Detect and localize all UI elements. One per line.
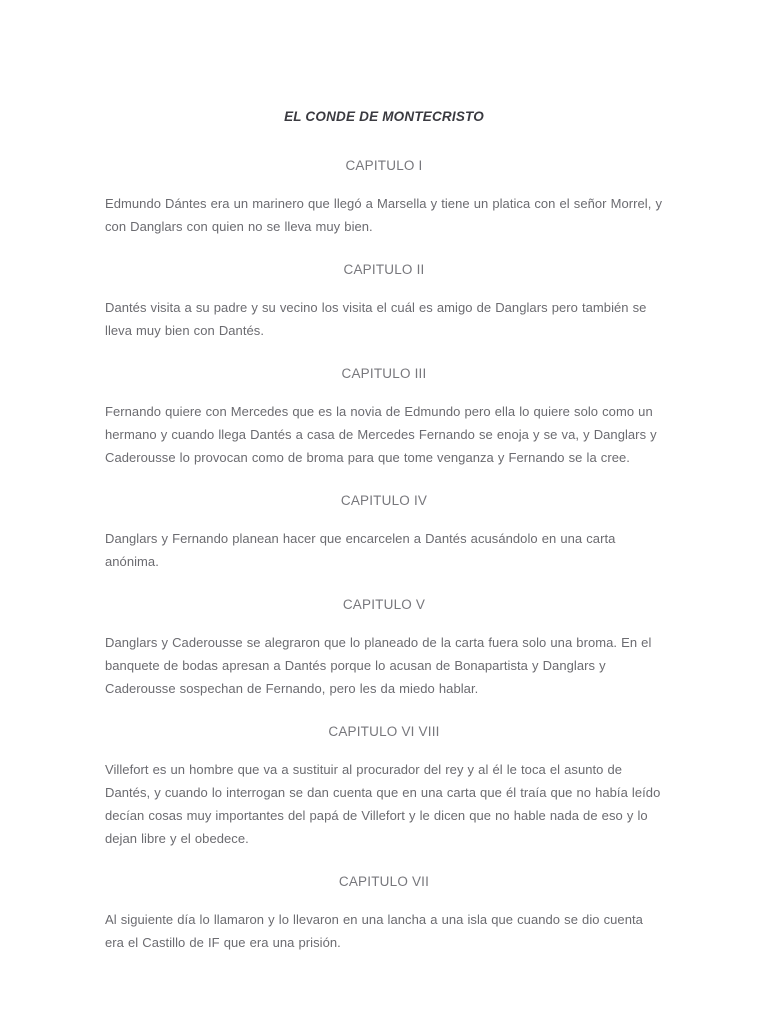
chapter-heading-2: CAPITULO II <box>343 262 425 277</box>
chapter-heading-7: CAPITULO VII <box>338 874 430 889</box>
chapter-section-4 <box>105 491 663 573</box>
chapter-heading-6: CAPITULO VI VIII <box>328 724 440 739</box>
document-title: EL CONDE DE MONTECRISTO <box>284 109 484 124</box>
chapter-heading-4: CAPITULO IV <box>340 493 428 508</box>
chapter-section-6 <box>105 722 663 850</box>
chapter-heading-3: CAPITULO III <box>341 366 427 381</box>
chapter-body-1: Edmundo Dántes era un marinero que llegó a Marsella y tiene un platica con el señor Morrel, y con Danglars con quien no se lleva muy bien. <box>105 196 663 234</box>
chapter-heading-1: CAPITULO I <box>345 158 423 173</box>
chapter-section-2 <box>105 260 663 342</box>
chapter-heading-5: CAPITULO V <box>342 597 426 612</box>
chapter-body-3: Fernando quiere con Mercedes que es la novia de Edmundo pero ella lo quiere solo como un hermano y cuando llega Dantés a casa de Mercedes Fernando se enoja y se va, y Danglars y Caderousse lo provocan como de broma para que tome venganza y Fernando se la cree. <box>105 404 657 465</box>
chapter-body-4: Danglars y Fernando planean hacer que encarcelen a Dantés acusándolo en una carta anónima. <box>105 531 616 569</box>
chapter-body-5: Danglars y Caderousse se alegraron que lo planeado de la carta fuera solo una broma. En el banquete de bodas apresan a Dantés porque lo acusan de Bonapartista y Danglars y Caderousse sospechan de Fernando, pero les da miedo hablar. <box>105 635 652 696</box>
chapter-body-2: Dantés visita a su padre y su vecino los visita el cuál es amigo de Danglars pero también se lleva muy bien con Dantés. <box>105 300 647 338</box>
chapter-section-1 <box>105 156 663 238</box>
document-content <box>105 108 663 976</box>
chapter-body-7: Al siguiente día lo llamaron y lo llevaron en una lancha a una isla que cuando se dio cuenta era el Castillo de IF que era una prisión. <box>105 912 643 950</box>
chapter-section-3 <box>105 364 663 469</box>
chapter-section-5 <box>105 595 663 700</box>
chapter-body-6: Villefort es un hombre que va a sustituir al procurador del rey y al él le toca el asunto de Dantés, y cuando lo interrogan se dan cuenta que en una carta que él traía que no había leído decían cosas muy importantes del papá de Villefort y le dicen que no hable nada de eso y lo dejan libre y el obedece. <box>105 762 661 846</box>
chapter-section-7 <box>105 872 663 954</box>
